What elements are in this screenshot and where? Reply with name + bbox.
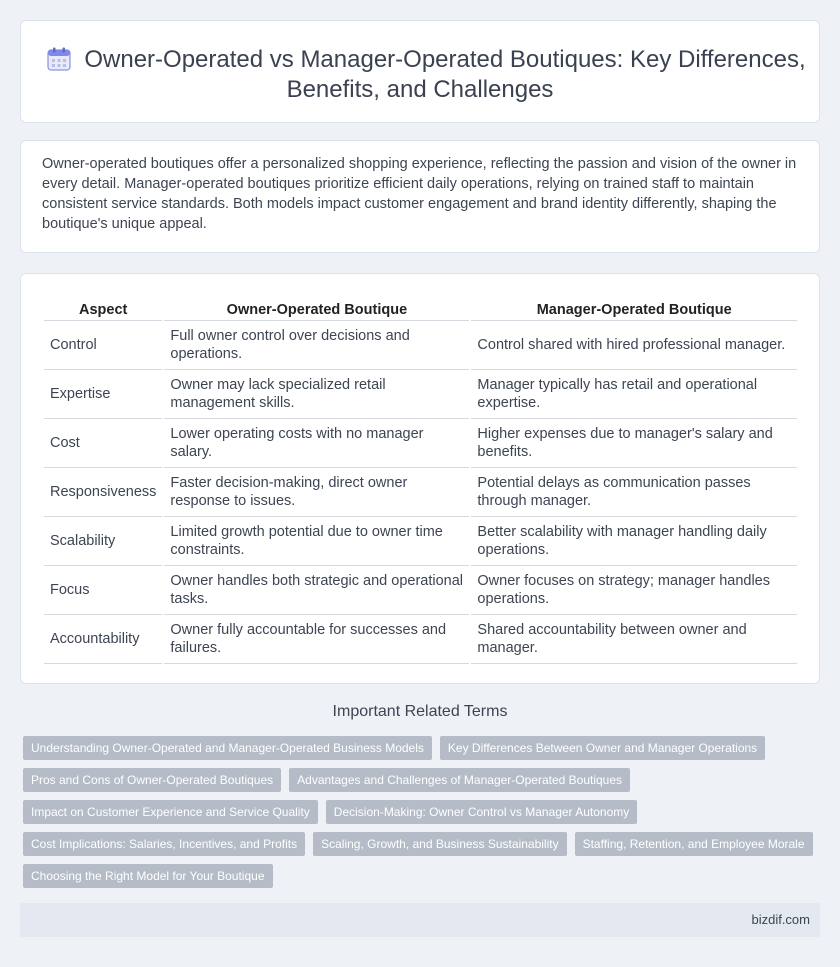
title-line-1: Owner-Operated vs Manager-Operated Boutiques: Key Differences, bbox=[84, 46, 806, 73]
table-row bbox=[44, 419, 797, 468]
owner-cell: Lower operating costs with no manager salary. bbox=[164, 419, 469, 468]
table-row bbox=[44, 566, 797, 615]
related-term-tag[interactable]: Understanding Owner-Operated and Manager-Operated Business Models bbox=[23, 736, 432, 760]
related-term-tag[interactable]: Choosing the Right Model for Your Boutique bbox=[23, 864, 273, 888]
intro-card bbox=[20, 140, 820, 253]
owner-cell: Faster decision-making, direct owner response to issues. bbox=[164, 468, 469, 517]
manager-cell: Higher expenses due to manager's salary and benefits. bbox=[471, 419, 797, 468]
manager-cell: Shared accountability between owner and manager. bbox=[471, 615, 797, 664]
related-term-tag[interactable]: Advantages and Challenges of Manager-Operated Boutiques bbox=[289, 768, 630, 792]
manager-cell: Potential delays as communication passes through manager. bbox=[471, 468, 797, 517]
manager-cell: Owner focuses on strategy; manager handles operations. bbox=[471, 566, 797, 615]
aspect-cell: Focus bbox=[44, 566, 162, 615]
aspect-cell: Responsiveness bbox=[44, 468, 162, 517]
related-terms-list bbox=[23, 736, 813, 888]
column-header-owner: Owner-Operated Boutique bbox=[164, 294, 469, 321]
owner-cell: Owner may lack specialized retail management skills. bbox=[164, 370, 469, 419]
related-term-tag[interactable]: Pros and Cons of Owner-Operated Boutiques bbox=[23, 768, 281, 792]
owner-cell: Full owner control over decisions and operations. bbox=[164, 321, 469, 370]
page-title bbox=[21, 45, 819, 105]
table-row bbox=[44, 517, 797, 566]
comparison-table bbox=[42, 294, 799, 664]
related-term-tag[interactable]: Key Differences Between Owner and Manager Operations bbox=[440, 736, 765, 760]
title-card bbox=[20, 20, 820, 123]
table-row bbox=[44, 321, 797, 370]
intro-paragraph: Owner-operated boutiques offer a personalized shopping experience, reflecting the passion and vision of the owner in every detail. Manager-operated boutiques prioritize efficient daily operations, relying on trained staff to maintain consistent service standards. Both models impact customer engagement and brand identity differently, shaping the boutique's unique appeal. bbox=[42, 156, 797, 232]
table-row bbox=[44, 468, 797, 517]
column-header-manager: Manager-Operated Boutique bbox=[471, 294, 797, 321]
owner-cell: Owner fully accountable for successes and failures. bbox=[164, 615, 469, 664]
footer bbox=[20, 903, 820, 937]
table-row bbox=[44, 615, 797, 664]
related-term-tag[interactable]: Cost Implications: Salaries, Incentives, and Profits bbox=[23, 832, 305, 856]
related-term-tag[interactable]: Staffing, Retention, and Employee Morale bbox=[575, 832, 813, 856]
title-line-2: Benefits, and Challenges bbox=[286, 76, 554, 103]
aspect-cell: Scalability bbox=[44, 517, 162, 566]
comparison-table-card bbox=[20, 273, 820, 684]
related-term-tag[interactable]: Decision-Making: Owner Control vs Manager Autonomy bbox=[326, 800, 637, 824]
related-term-tag[interactable]: Scaling, Growth, and Business Sustainability bbox=[313, 832, 566, 856]
manager-cell: Better scalability with manager handling daily operations. bbox=[471, 517, 797, 566]
table-header-row bbox=[44, 294, 797, 321]
related-terms-heading: Important Related Terms bbox=[332, 703, 508, 720]
owner-cell: Owner handles both strategic and operational tasks. bbox=[164, 566, 469, 615]
aspect-cell: Expertise bbox=[44, 370, 162, 419]
table-row bbox=[44, 370, 797, 419]
owner-cell: Limited growth potential due to owner time constraints. bbox=[164, 517, 469, 566]
aspect-cell: Accountability bbox=[44, 615, 162, 664]
aspect-cell: Control bbox=[44, 321, 162, 370]
manager-cell: Manager typically has retail and operational expertise. bbox=[471, 370, 797, 419]
site-link[interactable]: bizdif.com bbox=[751, 912, 810, 927]
related-term-tag[interactable]: Impact on Customer Experience and Service Quality bbox=[23, 800, 318, 824]
manager-cell: Control shared with hired professional manager. bbox=[471, 321, 797, 370]
aspect-cell: Cost bbox=[44, 419, 162, 468]
column-header-aspect: Aspect bbox=[44, 294, 162, 321]
